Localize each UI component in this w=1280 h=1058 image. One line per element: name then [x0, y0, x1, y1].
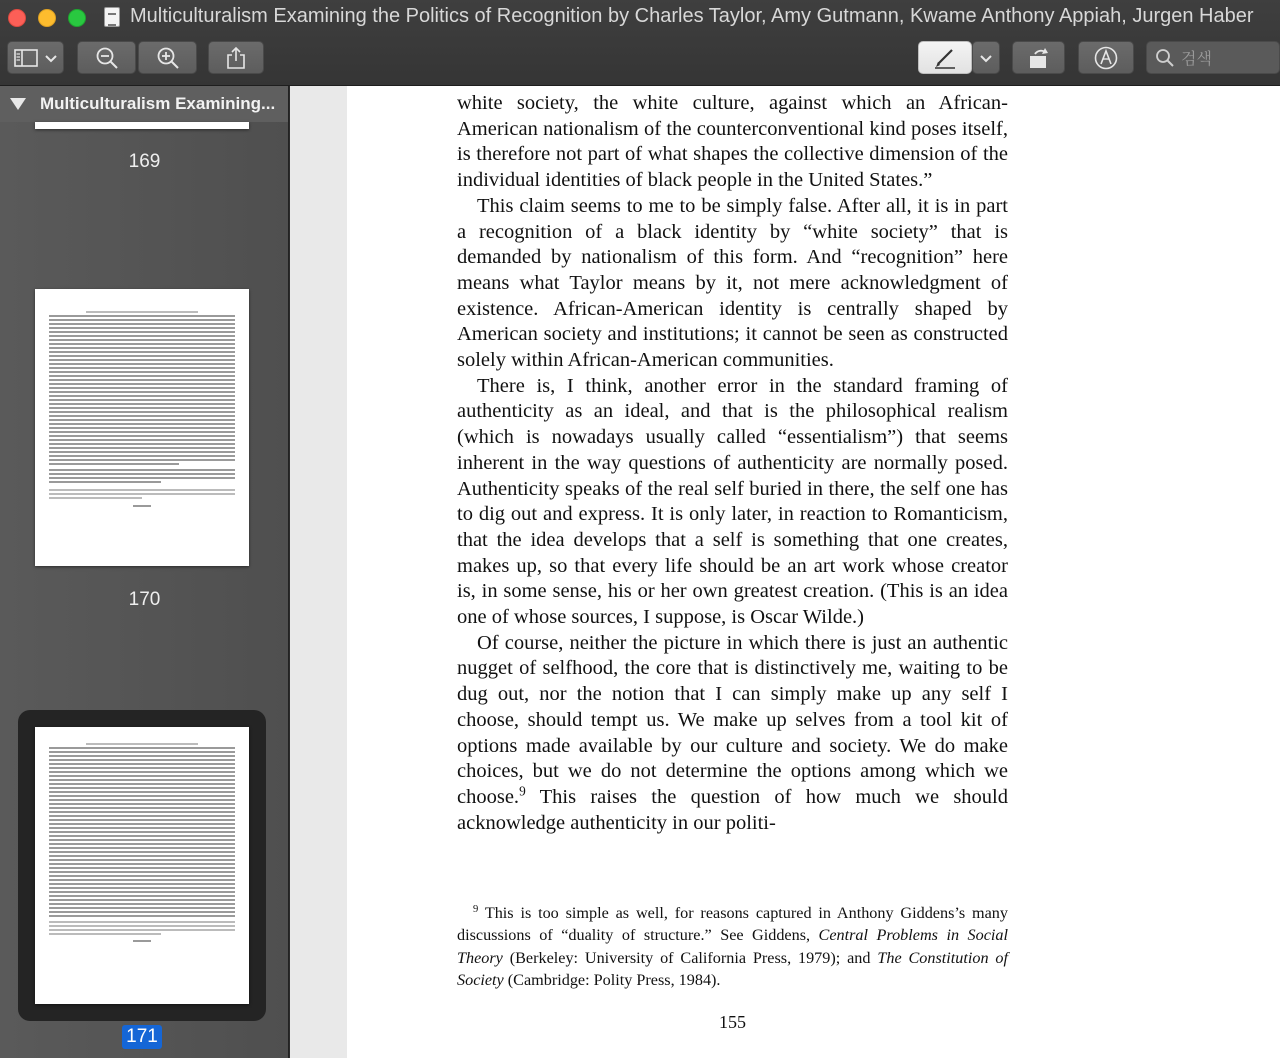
page-number: 155 — [719, 1012, 746, 1032]
zoom-out-icon — [95, 46, 119, 70]
sidebar-document-title: Multiculturalism Examining... — [40, 94, 276, 113]
footnote-text: (Berkeley: University of California Press, 1979); and — [502, 948, 878, 967]
thumbnail-text — [49, 743, 235, 944]
disclosure-triangle-icon[interactable] — [10, 98, 26, 110]
footnote-reference[interactable]: 9 — [519, 783, 526, 799]
markup-pen-button[interactable] — [918, 41, 972, 74]
minimize-window-button[interactable] — [38, 9, 56, 27]
document-view[interactable] — [290, 86, 1280, 1058]
footnote-text: (Cambridge: Polity Press, 1984). — [503, 970, 721, 989]
annotate-icon — [1093, 45, 1119, 71]
footnote — [457, 902, 1008, 991]
page-label-170: 170 — [128, 589, 161, 610]
sidebar-icon — [14, 49, 38, 67]
page-thumbnail-170[interactable] — [35, 289, 249, 566]
zoom-out-button[interactable] — [77, 41, 136, 74]
close-window-button[interactable] — [8, 9, 26, 27]
rotate-button[interactable] — [1012, 41, 1065, 74]
sidebar-toggle-button[interactable] — [7, 41, 64, 74]
page-label-169: 169 — [128, 151, 161, 172]
paragraph-text: Of course, neither the picture in which there is just an authentic nugget of selfhood, the core that is distinctively me, waiting to be dug out, nor the notion that I can simply make up any self I choose, should tempt us. We make up selves from a tool kit of options made available by our culture and society. We do make choices, but we do not determine the options among which we choose. — [457, 631, 1008, 808]
paragraph-text: This raises the question of how much we should acknowledge authenticity in our politi- — [457, 785, 1008, 834]
zoom-in-button[interactable] — [138, 41, 197, 74]
pen-icon — [932, 46, 958, 70]
search-input[interactable] — [1181, 47, 1276, 69]
thumbnail-sidebar[interactable] — [0, 86, 289, 1058]
sidebar-header[interactable] — [0, 86, 289, 122]
search-box[interactable] — [1146, 41, 1280, 74]
window-toolbar — [0, 0, 1280, 86]
footnote-text: This is too simple as well, for reasons captured in Anthony Giddens’s many discussions of “duality of structure.” See Giddens, — [457, 904, 1008, 945]
footnote-book-title: The Constitution of Society — [457, 948, 1008, 989]
rotate-icon — [1027, 46, 1051, 70]
window-title: Multiculturalism Examining the Politics of Recognition by Charles Taylor, Amy Gutmann, Kwame Anthony Appiah, Jurgen Haber — [130, 5, 1254, 27]
paragraph: This claim seems to me to be simply false. After all, it is in part a recognition of a black identity by “white society” that is demanded by nationalism of this form. And “recognition” here means what Taylor means by it, not mere acknowledgment of existence. African-American identity is centrally shaped by American society and institutions; it cannot be seen as constructed solely within African-American communities. — [457, 194, 1008, 372]
search-icon — [1155, 48, 1175, 68]
footnote-book-title: Central Problems in Social Theory — [457, 926, 1008, 967]
footnote-number: 9 — [473, 904, 479, 916]
paragraph — [457, 631, 1008, 837]
paragraph: white society, the white culture, against which an African-American nationalism of the counterconventional kind poses itself, is therefore not part of what shapes the collective dimension of the individual identities of black people in the United States.” — [457, 92, 1008, 192]
page-body-text — [457, 91, 1008, 836]
page-label-171: 171 — [122, 1025, 162, 1049]
paragraph: There is, I think, another error in the standard framing of authenticity as an ideal, and that is the philosophical realism (which is nowadays usually called “essentialism”) that seems inherent in the way questions of authenticity are normally posed. Authenticity speaks of the real self buried in there, the self one has to dig out and express. It is only later, in reaction to Romanticism, that the idea develops that a self is something that one creates, makes up, so that every life should be an art work whose creator is, in some sense, his or her own greatest creation. (This is an idea one of whose sources, I suppose, is Oscar Wilde.) — [457, 374, 1008, 629]
pdf-page — [347, 86, 1280, 1058]
zoom-in-icon — [156, 46, 180, 70]
document-icon — [104, 7, 120, 27]
share-button[interactable] — [208, 41, 264, 74]
chevron-down-icon — [44, 53, 58, 63]
markup-dropdown-button[interactable] — [972, 41, 1000, 74]
page-thumbnail-171[interactable] — [35, 727, 249, 1004]
thumbnail-text — [49, 311, 235, 509]
share-icon — [226, 46, 246, 70]
zoom-window-button[interactable] — [68, 9, 86, 27]
annotate-button[interactable] — [1078, 41, 1134, 74]
page-thumbnail-169[interactable] — [35, 122, 249, 129]
chevron-down-icon — [980, 53, 992, 63]
